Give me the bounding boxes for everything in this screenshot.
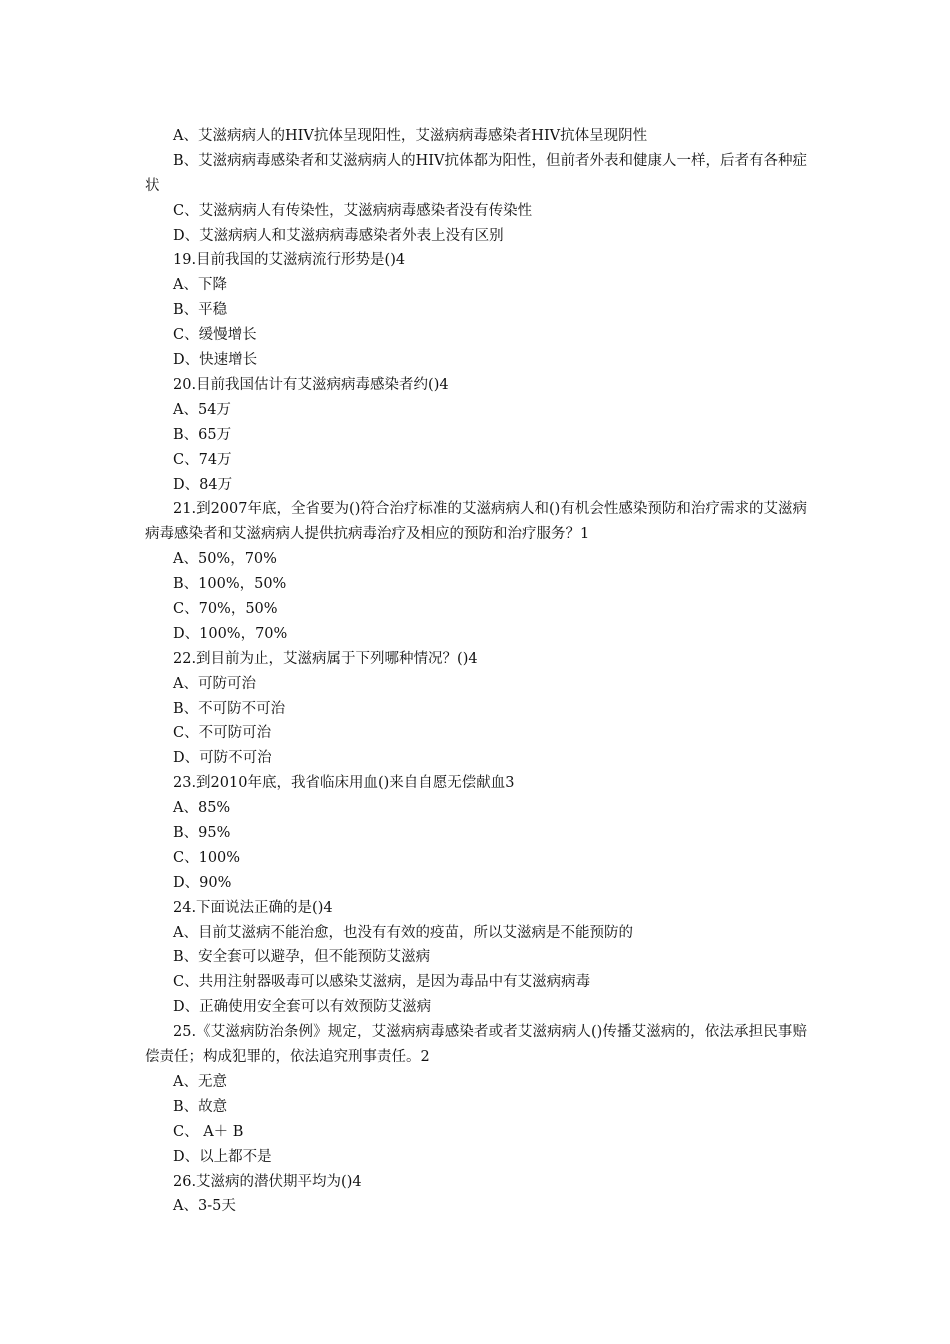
text-line: B、不可防不可治 <box>173 700 286 717</box>
text-line: D、100%，70% <box>173 625 288 642</box>
text-line: B、故意 <box>173 1098 228 1115</box>
text-line: 22.到目前为止，艾滋病属于下列哪种情况？()4 <box>173 650 478 667</box>
text-line: D、90% <box>173 874 232 891</box>
text-line: A、艾滋病病人的HIV抗体呈现阳性，艾滋病病毒感染者HIV抗体呈现阴性 <box>173 128 648 144</box>
text-line: D、艾滋病病人和艾滋病病毒感染者外表上没有区别 <box>173 227 504 244</box>
text-line: C、74万 <box>173 451 232 468</box>
text-line: B、95% <box>173 825 231 841</box>
text-line: 23.到2010年底，我省临床用血()来自自愿无偿献血3 <box>173 775 515 792</box>
text-line: C、 A＋ B <box>173 1123 244 1140</box>
text-line: D、84万 <box>173 476 233 493</box>
text-line: A、50%，70% <box>173 551 277 568</box>
text-line: C、不可防可治 <box>173 725 272 742</box>
text-line: D、可防不可治 <box>173 750 272 767</box>
text-line: A、85% <box>173 800 231 817</box>
text-line: 19.目前我国的艾滋病流行形势是()4 <box>173 252 406 269</box>
text-line: B、100%，50% <box>173 576 287 593</box>
text-line: A、无意 <box>173 1073 227 1090</box>
text-line: C、艾滋病病人有传染性，艾滋病病毒感染者没有传染性 <box>173 202 533 219</box>
text-line: A、目前艾滋病不能治愈，也没有有效的疫苗，所以艾滋病是不能预防的 <box>173 924 633 941</box>
text-line: A、可防可治 <box>173 675 256 692</box>
text-line: D、以上都不是 <box>173 1148 272 1165</box>
text-line: A、下降 <box>173 277 227 294</box>
text-line: A、3-5天 <box>173 1198 236 1215</box>
text-line: 26.艾滋病的潜伏期平均为()4 <box>173 1173 362 1190</box>
text-line: C、100% <box>173 849 241 866</box>
text-line: C、70%，50% <box>173 600 278 617</box>
text-line: 20.目前我国估计有艾滋病病毒感染者约()4 <box>173 376 449 393</box>
text-line: 24.下面说法正确的是()4 <box>173 899 333 916</box>
text-line: C、共用注射器吸毒可以感染艾滋病，是因为毒品中有艾滋病病毒 <box>173 974 591 991</box>
text-line: C、缓慢增长 <box>173 327 257 344</box>
text-line: 21.到2007年底，全省要为()符合治疗标准的艾滋病病人和()有机会性感染预防和治疗需求的艾滋病病毒感染者和艾滋病病人提供抗病毒治疗及相应的预防和治疗服务？1 <box>145 501 807 543</box>
text-line: A、54万 <box>173 401 231 418</box>
text-line: B、65万 <box>173 426 232 443</box>
text-line: D、快速增长 <box>173 352 258 369</box>
text-line: B、平稳 <box>173 302 228 319</box>
text-line: B、艾滋病病毒感染者和艾滋病病人的HIV抗体都为阳性，但前者外表和健康人一样，后者有各种症状 <box>145 152 807 194</box>
text-line: D、正确使用安全套可以有效预防艾滋病 <box>173 999 432 1016</box>
text-line: 25.《艾滋病防治条例》规定，艾滋病病毒感染者或者艾滋病病人()传播艾滋病的，依法承担民事赔偿责任；构成犯罪的，依法追究刑事责任。2 <box>145 1024 807 1066</box>
text-line: B、安全套可以避孕，但不能预防艾滋病 <box>173 949 431 966</box>
question-list <box>145 124 807 1219</box>
